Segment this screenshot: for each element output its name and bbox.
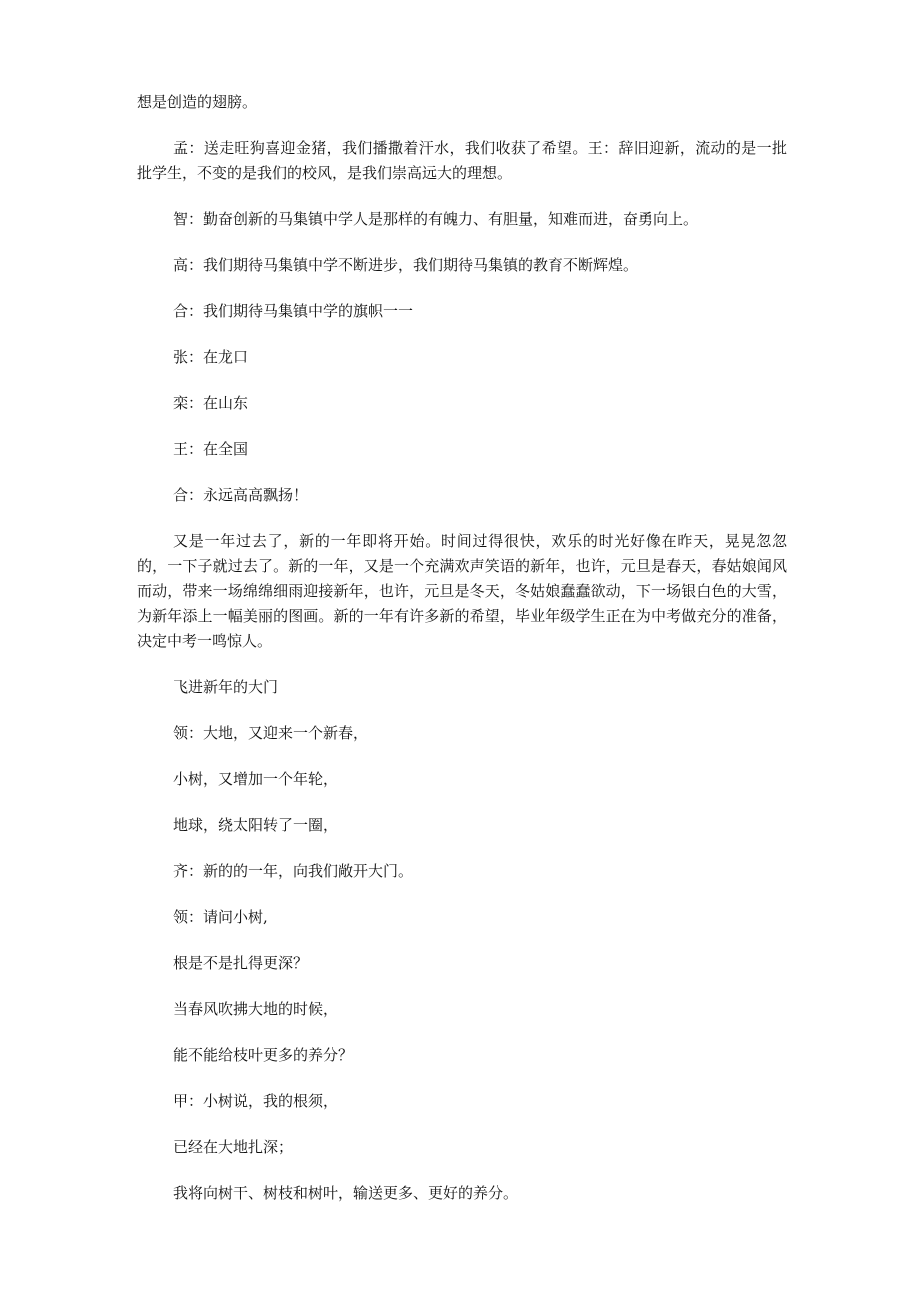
paragraph: 智：勤奋创新的马集镇中学人是那样的有魄力、有胆量，知难而进，奋勇向上。 bbox=[173, 210, 699, 228]
poem-line: 齐：新的的一年，向我们敞开大门。 bbox=[173, 862, 414, 880]
poem-line: 能不能给枝叶更多的养分？ bbox=[173, 1046, 354, 1064]
poem-line: 甲：小树说，我的根须， bbox=[173, 1092, 339, 1110]
document-body bbox=[137, 90, 787, 1227]
paragraph: 栾：在山东 bbox=[173, 394, 249, 412]
poem-line: 领：大地，又迎来一个新春， bbox=[173, 724, 369, 742]
poem-line: 地球，绕太阳转了一圈， bbox=[173, 816, 339, 834]
poem-line: 根是不是扎得更深？ bbox=[173, 954, 309, 972]
paragraph: 王：在全国 bbox=[173, 440, 249, 458]
paragraph: 又是一年过去了，新的一年即将开始。时间过得很快，欢乐的时光好像在昨天，晃晃忽忽的，一下子就过去了。新的一年，又是一个充满欢声笑语的新年，也许，元旦是春天，春姑娘闻风而动，带来一场绵绵细雨迎接新年，也许，元旦是冬天，冬姑娘蠢蠢欲动，下一场银白色的大雪，为新年添上一幅美丽的图画。新的一年有许多新的希望，毕业年级学生正在为中考做充分的准备，决定中考一鸣惊人。 bbox=[137, 532, 787, 650]
paragraph: 想是创造的翅膀。 bbox=[137, 93, 258, 111]
poem-line: 小树，又增加一个年轮， bbox=[173, 770, 339, 788]
poem-line: 已经在大地扎深； bbox=[173, 1138, 294, 1156]
poem-line: 当春风吹拂大地的时候， bbox=[173, 1000, 339, 1018]
paragraph: 合：我们期待马集镇中学的旗帜一一 bbox=[173, 302, 414, 320]
poem-title: 飞进新年的大门 bbox=[173, 678, 279, 696]
poem-line: 领：请问小树, bbox=[173, 908, 268, 926]
paragraph: 高：我们期待马集镇中学不断进步，我们期待马集镇的教育不断辉煌。 bbox=[173, 256, 639, 274]
paragraph: 合：永远高高飘扬！ bbox=[173, 486, 309, 504]
paragraph: 孟：送走旺狗喜迎金猪，我们播撒着汗水，我们收获了希望。王：辞旧迎新，流动的是一批批学生，不变的是我们的校风，是我们崇高远大的理想。 bbox=[137, 139, 787, 182]
poem-line: 我将向树干、树枝和树叶，输送更多、更好的养分。 bbox=[173, 1184, 519, 1202]
paragraph: 张：在龙口 bbox=[173, 348, 249, 366]
